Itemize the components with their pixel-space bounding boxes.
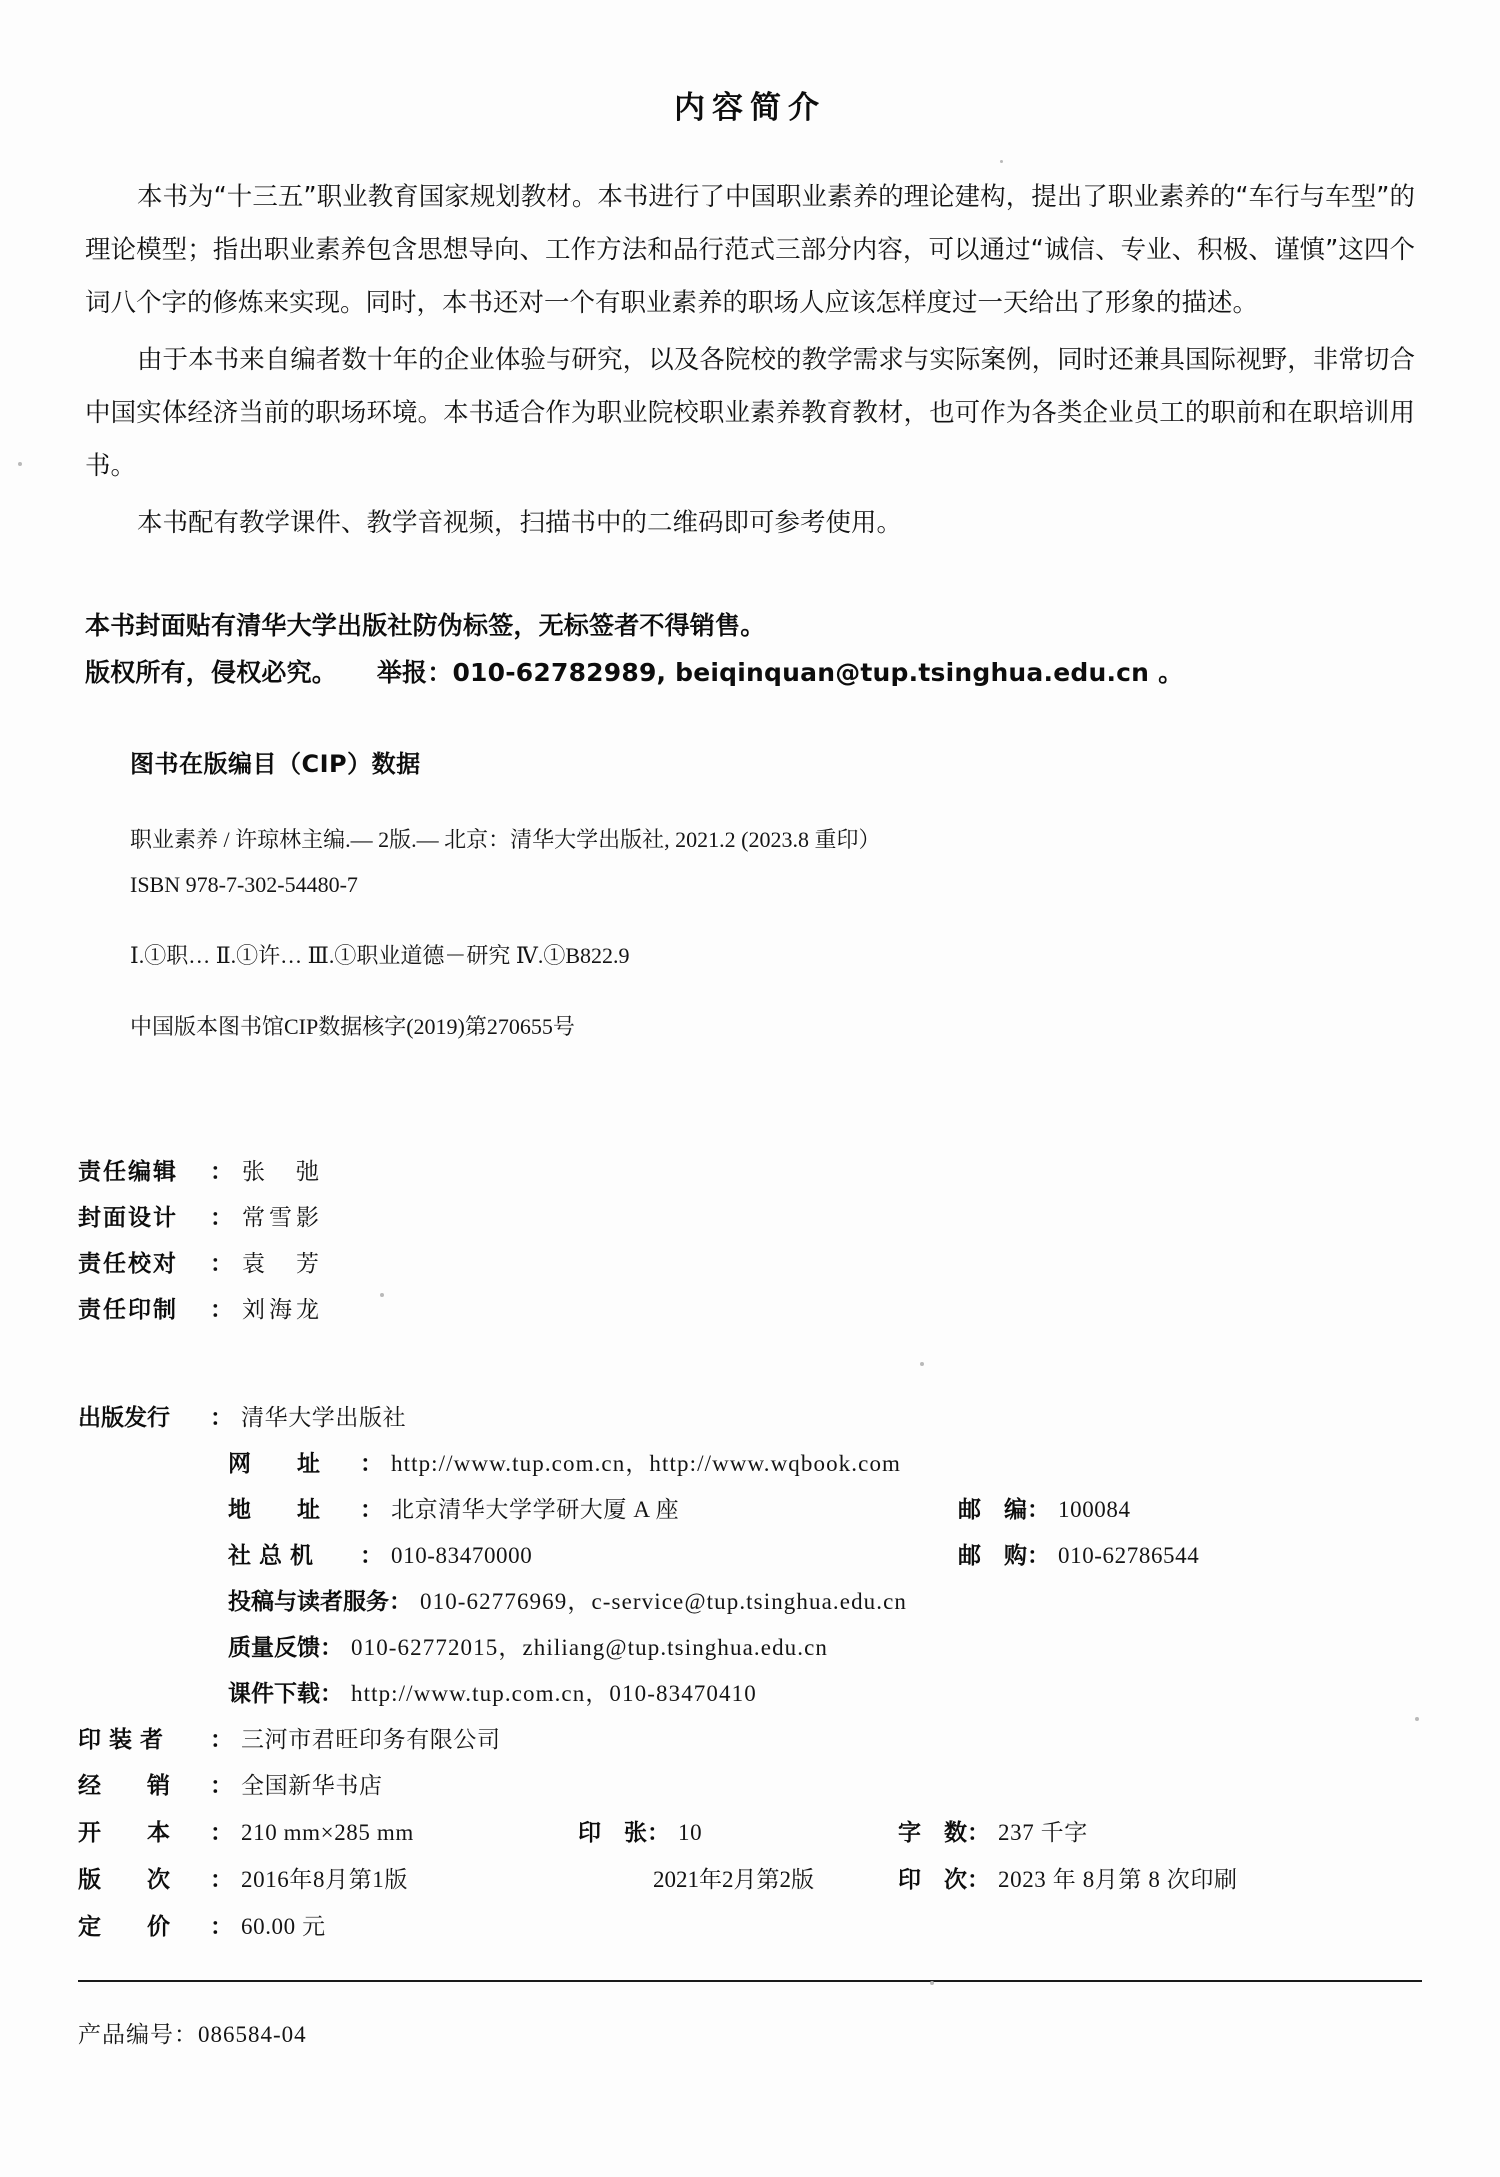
address-value: 北京清华大学学研大厦 A 座 xyxy=(391,1497,680,1522)
abstract-paragraph-2: 由于本书来自编者数十年的企业体验与研究，以及各院校的教学需求与实际案例，同时还兼具国际视野，非常切合中国实体经济当前的职场环境。本书适合作为职业院校职业素养教育教材，也可作为各类企业员工的职前和在职培训用书。 xyxy=(85,345,1415,481)
staff-row xyxy=(78,1287,1500,1333)
product-number-label: 产品编号： xyxy=(78,2022,198,2047)
colon: ： xyxy=(210,1820,233,1846)
words-value: 237 千字 xyxy=(998,1820,1088,1845)
spec-row-price xyxy=(78,1903,1500,1950)
staff-label-editor: 责任编辑 xyxy=(78,1159,178,1185)
colon: ： xyxy=(210,1773,233,1799)
switchboard-value: 010-83470000 xyxy=(391,1543,533,1568)
publisher-details xyxy=(78,1395,1500,1809)
colon: ： xyxy=(360,1497,383,1523)
book-specs xyxy=(78,1809,1500,1950)
staff-value-cover-design: 常雪影 xyxy=(242,1205,323,1230)
cip-heading: 图书在版编目（CIP）数据 xyxy=(130,750,421,778)
printer-row xyxy=(78,1717,1500,1763)
sheets-label: 印 张 xyxy=(578,1820,647,1846)
edition-label: 版 次 xyxy=(78,1867,170,1893)
colon: ： xyxy=(647,1820,670,1846)
mailorder-cell xyxy=(958,1533,1199,1579)
edition-value: 2016年8月第1版 xyxy=(241,1867,408,1892)
colon: ： xyxy=(360,1543,383,1569)
scan-speck xyxy=(18,462,22,466)
address-label: 地 址 xyxy=(228,1497,320,1523)
mailorder-label: 邮 购 xyxy=(958,1543,1027,1569)
colon: ： xyxy=(1027,1543,1050,1569)
reader-service-value[interactable]: 010-62776969，c-service@tup.tsinghua.edu.cn xyxy=(420,1589,908,1614)
scan-speck xyxy=(920,1362,924,1366)
sheets-value: 10 xyxy=(678,1820,703,1845)
colon: ： xyxy=(1027,1497,1050,1523)
quality-feedback-value[interactable]: 010-62772015，zhiliang@tup.tsinghua.edu.cn xyxy=(351,1635,829,1660)
impression-value: 2023 年 8月第 8 次印刷 xyxy=(998,1867,1238,1892)
abstract-paragraph-1: 本书为“十三五”职业教育国家规划教材。本书进行了中国职业素养的理论建构，提出了职业素养的“车行与车型”的理论模型；指出职业素养包含思想导向、工作方法和品行范式三部分内容，可以通过“诚信、专业、积极、谨慎”这四个词八个字的修炼来实现。同时，本书还对一个有职业素养的职场人应该怎样度过一天给出了形象的描述。 xyxy=(85,182,1415,318)
staff-value-editor: 张 弛 xyxy=(242,1159,323,1184)
colon: ： xyxy=(210,1251,233,1277)
colon: ： xyxy=(320,1681,343,1707)
colon: ： xyxy=(967,1820,990,1846)
staff-label-cover-design: 封面设计 xyxy=(78,1205,178,1231)
distributor-value: 全国新华书店 xyxy=(241,1773,383,1798)
printer-value: 三河市君旺印务有限公司 xyxy=(241,1727,501,1752)
cip-line-isbn: ISBN 978-7-302-54480-7 xyxy=(130,872,358,897)
staff-value-proofreader: 袁 芳 xyxy=(242,1251,323,1276)
scan-speck xyxy=(1000,160,1003,163)
printer-label: 印 装 者 xyxy=(78,1727,164,1753)
spec-row-format xyxy=(78,1809,1500,1856)
switchboard-row xyxy=(78,1533,1500,1579)
spec-row-edition xyxy=(78,1856,1500,1903)
impression-label: 印 次 xyxy=(898,1867,967,1893)
format-cell xyxy=(78,1809,414,1857)
colon: ： xyxy=(210,1205,233,1231)
colon: ： xyxy=(210,1405,233,1431)
quality-feedback-label: 质量反馈 xyxy=(228,1635,320,1661)
price-label: 定 价 xyxy=(78,1914,170,1940)
price-value: 60.00 元 xyxy=(241,1914,326,1939)
quality-feedback-row xyxy=(78,1625,1500,1671)
mailorder-value: 010-62786544 xyxy=(1058,1543,1200,1568)
cip-line-core-number: 中国版本图书馆CIP数据核字(2019)第270655号 xyxy=(130,1014,575,1039)
price-cell xyxy=(78,1903,326,1951)
copyright-notice-section xyxy=(85,602,1415,696)
website-value[interactable]: http://www.tup.com.cn，http://www.wqbook.com xyxy=(391,1451,902,1476)
edition-second-value: 2021年2月第2版 xyxy=(653,1867,814,1892)
distributor-row xyxy=(78,1763,1500,1809)
colon: ： xyxy=(320,1635,343,1661)
staff-row xyxy=(78,1149,1500,1195)
courseware-label: 课件下载 xyxy=(228,1681,320,1707)
staff-label-print-supervisor: 责任印制 xyxy=(78,1297,178,1323)
product-number-row xyxy=(78,2016,1500,2049)
words-label: 字 数 xyxy=(898,1820,967,1846)
postcode-cell xyxy=(958,1487,1131,1533)
cip-block xyxy=(130,817,1500,1049)
publisher-label: 出版发行 xyxy=(78,1405,170,1431)
courseware-value[interactable]: http://www.tup.com.cn，010-83470410 xyxy=(351,1681,757,1706)
postcode-label: 邮 编 xyxy=(958,1497,1027,1523)
sheets-cell xyxy=(578,1809,702,1857)
abstract-section xyxy=(85,171,1415,550)
cip-line-title: 职业素养 / 许琼林主编.— 2版.— 北京：清华大学出版社, 2021.2 (2023.8 重印） xyxy=(130,827,881,852)
edition-cell xyxy=(78,1856,408,1904)
colon: ： xyxy=(389,1589,412,1615)
colon: ： xyxy=(210,1867,233,1893)
abstract-paragraph-3: 本书配有教学课件、教学音视频，扫描书中的二维码即可参考使用。 xyxy=(137,508,903,538)
colon: ： xyxy=(210,1159,233,1185)
copyright-report-line xyxy=(85,649,1415,696)
footer-divider xyxy=(78,1980,1422,1982)
switchboard-label: 社 总 机 xyxy=(228,1543,314,1569)
website-row xyxy=(78,1441,1500,1487)
colon: ： xyxy=(360,1451,383,1477)
colon: ： xyxy=(210,1727,233,1753)
reader-service-row xyxy=(78,1579,1500,1625)
format-value: 210 mm×285 mm xyxy=(241,1820,414,1845)
report-label: 举报： xyxy=(376,658,453,687)
distributor-label: 经 销 xyxy=(78,1773,170,1799)
colon: ： xyxy=(210,1297,233,1323)
reader-service-label: 投稿与读者服务 xyxy=(228,1589,389,1615)
product-number-value: 086584-04 xyxy=(198,2022,307,2047)
words-cell xyxy=(898,1809,1088,1857)
anti-counterfeit-notice: 本书封面贴有清华大学出版社防伪标签，无标签者不得销售。 xyxy=(85,611,766,640)
staff-credits xyxy=(78,1149,1500,1333)
page-title: 内容简介 xyxy=(674,90,826,126)
address-row xyxy=(78,1487,1500,1533)
publisher-value: 清华大学出版社 xyxy=(241,1405,407,1430)
report-contact: 010-62782989, beiqinquan@tup.tsinghua.edu.cn 。 xyxy=(452,658,1184,687)
format-label: 开 本 xyxy=(78,1820,170,1846)
courseware-row xyxy=(78,1671,1500,1717)
website-label: 网 址 xyxy=(228,1451,320,1477)
impression-cell xyxy=(898,1856,1238,1904)
staff-label-proofreader: 责任校对 xyxy=(78,1251,178,1277)
colon: ： xyxy=(210,1914,233,1940)
staff-row xyxy=(78,1195,1500,1241)
cip-line-classification: Ⅰ.①职… Ⅱ.①许… Ⅲ.①职业道德－研究 Ⅳ.①B822.9 xyxy=(130,943,630,968)
colon: ： xyxy=(967,1867,990,1893)
publisher-row xyxy=(78,1395,1500,1441)
postcode-value: 100084 xyxy=(1058,1497,1131,1522)
staff-value-print-supervisor: 刘海龙 xyxy=(242,1297,323,1322)
copyright-reserved-text: 版权所有，侵权必究。 xyxy=(85,658,338,687)
staff-row xyxy=(78,1241,1500,1287)
